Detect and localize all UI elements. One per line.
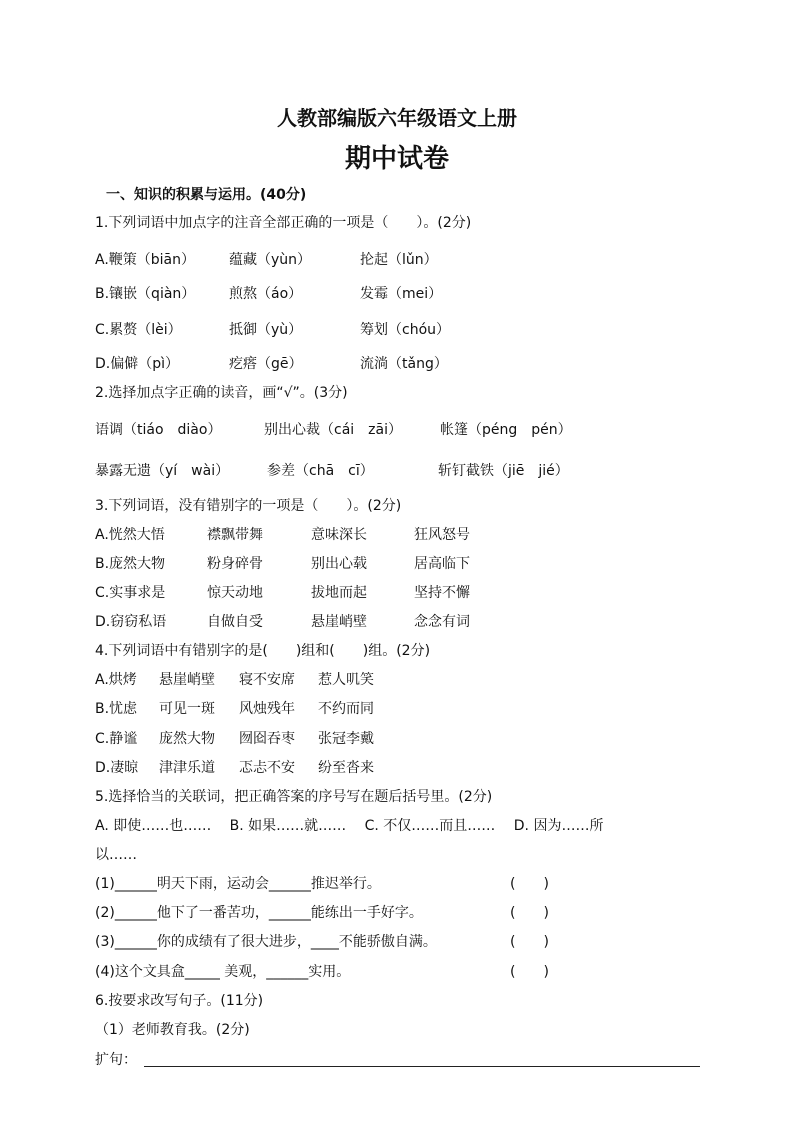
option-cell: 参差（chā cī） [267, 463, 374, 479]
answer-line[interactable] [144, 1066, 700, 1067]
option-cell: 惹人叽笑 [318, 672, 374, 688]
option-cell: 流淌（tǎng） [360, 356, 448, 372]
option-cell: A.烘烤 [95, 672, 137, 688]
option-cell: 念念有词 [414, 614, 470, 630]
option-cell: 悬崖峭壁 [159, 672, 215, 688]
option-cell: 语调（tiáo diào） [95, 422, 222, 438]
fill-in-item: (1)______明天下雨，运动会______推迟举行。 [95, 876, 381, 892]
option-cell: B.庞然大物 [95, 556, 166, 572]
question-5-options-cont: 以…… [95, 847, 137, 863]
option-cell: 张冠李戴 [318, 731, 374, 747]
option-cell: C.静谧 [95, 731, 138, 747]
fill-in-item: (3)______你的成绩有了很大进步，____不能骄傲自满。 [95, 934, 437, 950]
section-heading: 一、知识的积累与运用。(40分) [106, 187, 307, 203]
option-cell: 风烛残年 [239, 701, 295, 717]
question-5-stem: 5.选择恰当的关联词，把正确答案的序号写在题后括号里。(2分) [95, 789, 493, 805]
option-cell: D.凄晾 [95, 760, 139, 776]
option-cell: 斩钉截铁（jiē jié） [438, 463, 569, 479]
question-3-stem: 3.下列词语，没有错别字的一项是（ ）。(2分) [95, 498, 402, 514]
answer-parentheses: ( ) [510, 964, 549, 980]
option-cell: 自做自受 [207, 614, 263, 630]
question-6-stem: 6.按要求改写句子。(11分) [95, 993, 264, 1009]
option-cell: 纷至沓来 [318, 760, 374, 776]
fill-in-item: (2)______他下了一番苦功，______能练出一手好字。 [95, 905, 423, 921]
option-cell: 坚持不懈 [414, 585, 470, 601]
option-cell: A.恍然大悟 [95, 527, 165, 543]
option-cell: 帐篷（péng pén） [440, 422, 572, 438]
option-cell: 津津乐道 [159, 760, 215, 776]
option-cell: 囫囵吞枣 [239, 731, 295, 747]
option-cell: 悬崖峭壁 [311, 614, 367, 630]
option-cell: 粉身碎骨 [207, 556, 263, 572]
option-cell: 居高临下 [414, 556, 470, 572]
option-cell: A.鞭策（biān） [95, 252, 196, 268]
question-1-stem: 1.下列词语中加点字的注音全部正确的一项是（ ）。(2分) [95, 215, 472, 231]
option-cell: C.累赘（lèi） [95, 322, 182, 338]
option-cell: 抵御（yù） [229, 322, 303, 338]
option-cell: 别出心载 [311, 556, 367, 572]
exam-subtitle: 期中试卷 [344, 144, 449, 174]
option-cell: C.实事求是 [95, 585, 166, 601]
question-4-stem: 4.下列词语中有错别字的是( )组和( )组。(2分) [95, 643, 431, 659]
option-cell: 意味深长 [311, 527, 367, 543]
option-cell: 襟飘带舞 [207, 527, 263, 543]
option-cell: 发霉（mei） [360, 286, 443, 302]
option-cell: 疙瘩（gē） [229, 356, 303, 372]
fill-in-item: (4)这个文具盒_____ 美观，______实用。 [95, 964, 351, 980]
question-6-sub-1: （1）老师教育我。(2分) [95, 1022, 250, 1038]
question-2-stem: 2.选择加点字正确的读音，画“√”。(3分) [95, 385, 348, 401]
option-cell: 蕴藏（yùn） [229, 252, 312, 268]
option-cell: 筹划（chóu） [360, 322, 451, 338]
option-cell: 暴露无遗（yí wài） [95, 463, 230, 479]
option-cell: 狂风怒号 [414, 527, 470, 543]
answer-parentheses: ( ) [510, 905, 549, 921]
option-cell: B.忧虑 [95, 701, 138, 717]
option-cell: D.偏僻（pì） [95, 356, 180, 372]
answer-parentheses: ( ) [510, 934, 549, 950]
option-cell: 惊天动地 [207, 585, 263, 601]
option-cell: 不约而同 [318, 701, 374, 717]
option-cell: D.窃窃私语 [95, 614, 167, 630]
option-cell: 抡起（lǔn） [360, 252, 438, 268]
option-cell: 寝不安席 [239, 672, 295, 688]
option-cell: 可见一斑 [159, 701, 215, 717]
expand-sentence-label: 扩句： [95, 1052, 137, 1068]
option-cell: 忑忐不安 [239, 760, 295, 776]
option-cell: 煎熬（áo） [229, 286, 303, 302]
option-cell: B.镶嵌（qiàn） [95, 286, 196, 302]
option-cell: 别出心裁（cái zāi） [264, 422, 402, 438]
option-cell: 庞然大物 [159, 731, 215, 747]
exam-title: 人教部编版六年级语文上册 [277, 106, 517, 130]
question-5-options: A. 即使……也…… B. 如果……就…… C. 不仅……而且…… D. 因为……所 [95, 818, 604, 834]
option-cell: 拔地而起 [311, 585, 367, 601]
answer-parentheses: ( ) [510, 876, 549, 892]
